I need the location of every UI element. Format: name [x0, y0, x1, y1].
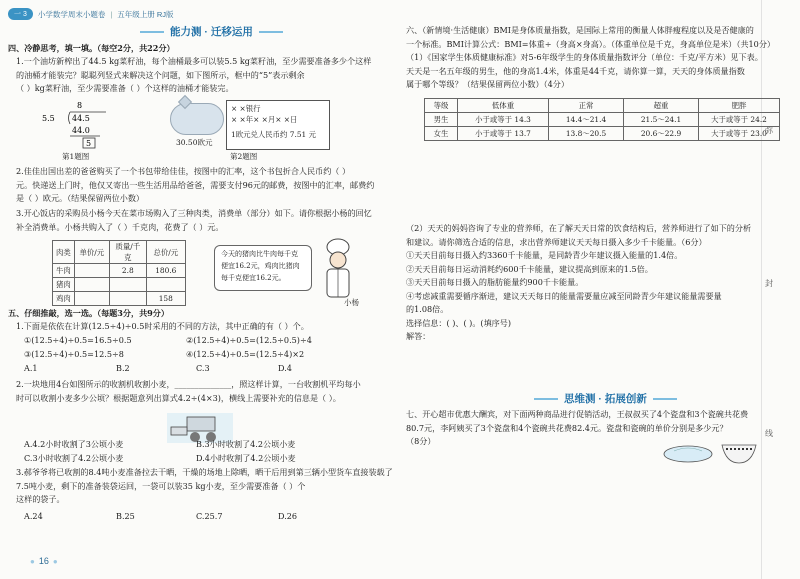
chef-name: 小杨: [344, 298, 359, 307]
table-header: 单价/元: [74, 241, 109, 264]
q4-3-text: 3.开心饭店的采购员小杨今天在菜市场购入了三种肉类，消费单（部分）如下。请你根据小杨的回忆 补全消费单。小杨共购入了（ ）千克肉，花费了（ ）元。: [16, 208, 372, 232]
q4-2-text: 2.佳佳出国出差的爸爸购买了一个书包带给佳佳，按图中的汇率，这个书包折合人民币约（ ） 元。快递送上门时，他仅又寄出一些生活用品给爸爸，需要支付96元的邮费，按图中的汇率，邮费约 是（ ）欧元。（结果保留两位小数）: [16, 166, 375, 203]
choice-c[interactable]: C.3: [196, 363, 210, 373]
table-header: 正常: [549, 99, 624, 113]
bank-rate-card: [226, 100, 330, 150]
table-header: 超重: [624, 99, 699, 113]
table-row: 鸡肉 158: [53, 292, 186, 306]
piggy-bank-icon: [170, 103, 224, 135]
bank-name: × ×银行: [231, 104, 261, 113]
q5-2-opt-a[interactable]: A.4.2小时收割了3公顷小麦: [24, 439, 124, 449]
margin-char-3: 线: [765, 429, 773, 438]
margin-char-1: 弥: [765, 126, 773, 135]
q6-text: 六、（新情境·生活健康）BMI是身体质量指数，是国际上常用的衡量人体胖瘦程度以及是否健康的 一个标准。BMI计算公式：BMI=体重÷（身高×身高）。（体重单位是千克，身高单位是米）（共10分） （1）《国家学生体质健康标准》对5-6年级学生的身体质量指数评分（单位：千克/平方米）见下表。 天天是一名五年级的男生，他的身高1.4米，体重是44千克，请你算一算，天天的身体质量指数 属于哪个等级？（结果保留两位小数）（4分）: [406, 25, 776, 89]
q5-1-opt4: ④(12.5÷4)÷0.5=(12.5÷4)×2: [186, 349, 305, 359]
page-number: ● 16 ●: [30, 556, 58, 566]
division-remainder: 5: [86, 139, 92, 148]
table-row: 女生 小于或等于 13.7 13.8～20.5 20.6～22.9 大于或等于 23.0: [425, 127, 780, 141]
table-header: 等级: [425, 99, 458, 113]
q5-1-text: 1.下面是依依在计算(12.5÷4)÷0.5时采用的不同的方法，其中正确的有（ ）个。: [16, 321, 309, 331]
table-header: 低体重: [458, 99, 549, 113]
q7-text: 七、开心超市优惠大酬宾，对下面两种商品进行促销活动，王叔叔买了4个瓷盘和3个瓷碗共花费 80.7元，李阿姨买了3个瓷盘和4个瓷碗共花费82.4元。瓷盘和瓷碗的单价分别是多少元？ （8分）: [406, 409, 749, 446]
division-dividend: 44.5: [72, 114, 90, 123]
caption-fig2: 第2题图: [230, 152, 258, 161]
division-quotient: 8: [77, 101, 83, 110]
meat-receipt-table: [52, 240, 186, 306]
q5-3-choice-d[interactable]: D.26: [278, 511, 298, 521]
page-header: 一 3 小学数学周末小题卷 | 五年级上册 RJ版: [8, 7, 174, 21]
book-title: 小学数学周末小题卷: [37, 9, 106, 19]
caption-fig1: 第1题图: [62, 152, 90, 161]
q5-2-opt-b[interactable]: B.3小时收割了4.2公顷小麦: [196, 439, 296, 449]
q5-3-choice-c[interactable]: C.25.7: [196, 511, 223, 521]
q4-1-text: 1.一个油坊新榨出了44.5 kg菜籽油，每个油桶最多可以装5.5 kg菜籽油，至少需要准备多少个这样 的油桶才能装完？聪聪列竖式来解决这个问题，如下图所示，框中的“5”表示剩余 （ ）kg菜籽油，至少需要准备（ ）个这样的油桶才能装完。: [16, 56, 372, 93]
q5-1-opt2: ②(12.5÷4)÷0.5=(12.5÷0.5)÷4: [186, 335, 312, 345]
section-title-ability: 能力测 · 迁移运用: [140, 24, 283, 39]
margin-char-2: 封: [765, 279, 773, 288]
q4-title: 四、冷静思考，填一填。（每空2分，共22分）: [8, 43, 175, 53]
section-title-thinking: 思维测 · 拓展创新: [534, 391, 677, 406]
plate-and-bowl-illustration: [660, 441, 760, 467]
division-divisor: 5.5: [42, 114, 55, 123]
bank-date: × ×年× ×月× ×日: [231, 115, 298, 124]
table-header: 肉类: [53, 241, 75, 264]
q5-2-opt-c[interactable]: C.3小时收割了4.2公顷小麦: [24, 453, 124, 463]
choice-d[interactable]: D.4: [278, 363, 292, 373]
q5-title: 五、仔细推敲，选一选。（每题3分，共9分）: [8, 308, 169, 318]
q5-3-text: 3.郝爷爷将已收割的8.4吨小麦准备拉去干晒，干燥的场地上除晒，晒干后用到第三辆小型货车直接装载了 7.5吨小麦，剩下的准备装袋运回，一袋可以装35 kg小麦，至少需要准备（ ）个 这样的袋子。: [16, 467, 393, 504]
table-header: 肥胖: [699, 99, 780, 113]
table-header-row: [53, 241, 186, 264]
table-row: 男生 小于或等于 14.3 14.4～21.4 21.5～24.1 大于或等于 24.2: [425, 113, 780, 127]
choice-b[interactable]: B.2: [116, 363, 130, 373]
q5-3-choice-a[interactable]: A.24: [24, 511, 43, 521]
table-row: 牛肉 2.8 180.6: [53, 264, 186, 278]
q5-2-opt-d[interactable]: D.4小时收割了4.2公顷小麦: [196, 453, 296, 463]
exchange-rate: 1欧元兑人民币约 7.51 元: [231, 130, 316, 139]
piggy-price-label: 30.50欧元: [176, 138, 213, 147]
table-header: 总价/元: [146, 241, 185, 264]
table-header: 质量/千克: [109, 241, 146, 264]
speech-bubble: 今天的猪肉比牛肉每千克 便宜16.2元，鸡肉比猪肉 每千克便宜16.2元。: [214, 245, 312, 291]
unit-badge: 一 3: [8, 8, 33, 20]
table-row: 猪肉: [53, 278, 186, 292]
q5-1-opt1: ①(12.5÷4)÷0.5=16.5÷0.5: [24, 335, 132, 345]
q5-1-opt3: ③(12.5÷4)÷0.5=12.5÷8: [24, 349, 124, 359]
division-product: 44.0: [72, 126, 90, 135]
q5-2-text: 2.一块地用4台如图所示的收割机收割小麦，______________，照这样计算，一台收割机平均每小 时可以收割小麦多少公顷？根据题意列出算式4.2÷(4×3)，横线上需要补充的信息是（ ）。: [16, 379, 361, 403]
grade-label: 五年级上册 RJ版: [117, 9, 174, 19]
q6-2-text: （2）天天的妈妈咨询了专业的营养师，在了解天天日常的饮食结构后，营养师进行了如下的分析 和建议。请你筛选合适的信息，求出营养师建议天天每日摄入多少千卡能量。（6分） ①天天目前每日摄入约3360千卡能量，是同龄青少年建议摄入能量的1.4倍。 ②天天目前每日运动消耗约600千卡能量，建议提高到原来的1.5倍。 ③天天目前每日摄入的脂肪能量约900千卡能量。 ④考虑减重需要循序渐进，建议天天每日的能量需要量应减至同龄青少年建议能量需要量 的1.08倍。 选择信息：( )、( )。(填序号) 解答：: [406, 223, 752, 341]
q5-3-choice-b[interactable]: B.25: [116, 511, 135, 521]
table-header-row: [425, 99, 780, 113]
bmi-table: [424, 98, 780, 141]
choice-a[interactable]: A.1: [24, 363, 38, 373]
